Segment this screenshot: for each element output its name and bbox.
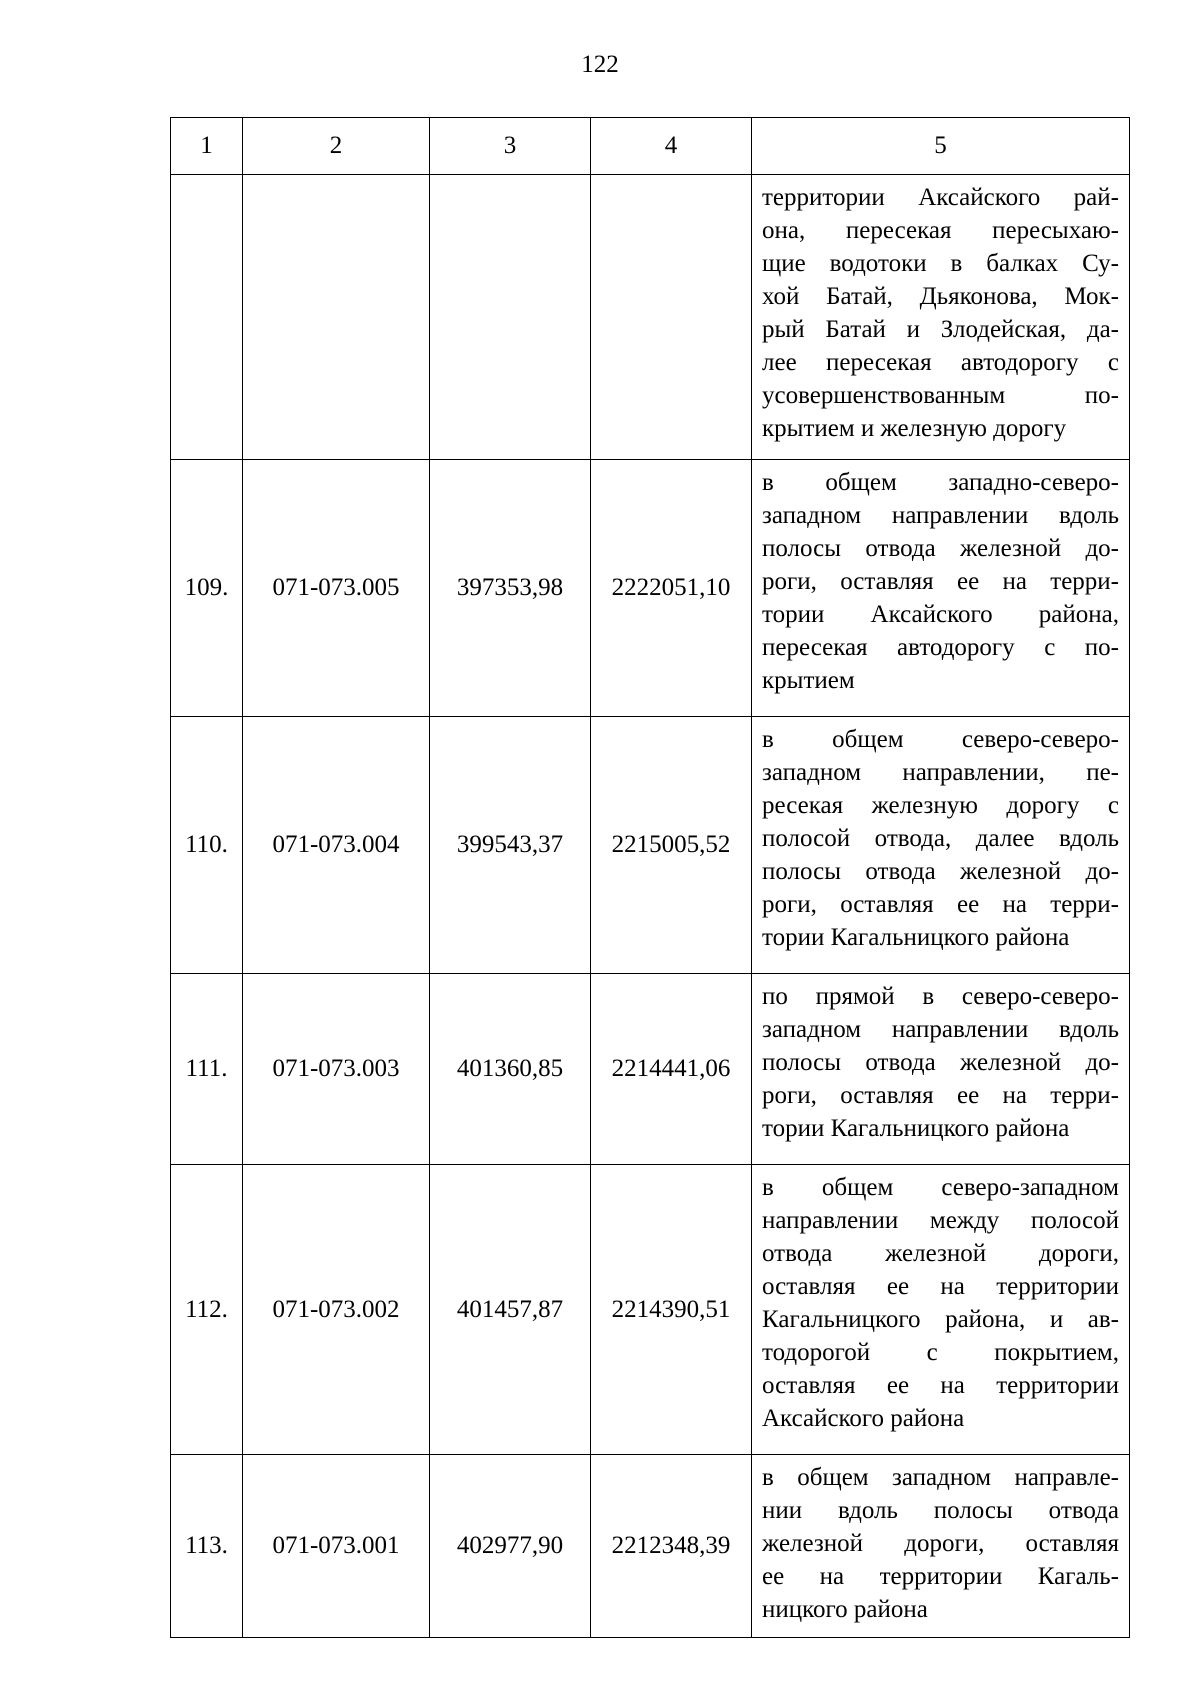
description-line: роги, оставляя ее на терри- [762, 568, 1119, 595]
header-row [171, 118, 1130, 175]
description-line: западном направлении вдоль [762, 502, 1119, 529]
header-cell-5: 5 [752, 118, 1130, 175]
description-line: полосы отвода железной до- [762, 535, 1119, 562]
description-cell [752, 1455, 1130, 1638]
description-line: Аксайского района [762, 1405, 965, 1432]
point-code-cell: 071-073.005 [243, 460, 430, 717]
description-line: в общем западном направле- [762, 1464, 1119, 1491]
header-cell-1: 1 [171, 118, 243, 175]
description-line: тории Кагальницкого района [762, 924, 1070, 951]
row-number-cell: 110. [171, 717, 243, 974]
y-coordinate-cell [591, 175, 752, 460]
header-cell-4: 4 [591, 118, 752, 175]
table-row [171, 974, 1130, 1165]
header-cell-3: 3 [430, 118, 591, 175]
description-line: ее на территории Кагаль- [762, 1563, 1119, 1590]
point-code-cell [243, 175, 430, 460]
description-line: территории Аксайского рай- [762, 184, 1119, 211]
description-line: рый Батай и Злодейская, да- [762, 316, 1119, 343]
description-cell [752, 1165, 1130, 1455]
table-row [171, 1455, 1130, 1638]
description-line: тории Аксайского района, [762, 601, 1119, 628]
point-code-cell: 071-073.004 [243, 717, 430, 974]
row-number-cell: 112. [171, 1165, 243, 1455]
description-line: крытием [762, 667, 855, 694]
boundary-table [170, 117, 1130, 1638]
description-line: в общем северо-западном [762, 1174, 1119, 1201]
table-row [171, 717, 1130, 974]
x-coordinate-cell: 399543,37 [430, 717, 591, 974]
row-number-cell: 113. [171, 1455, 243, 1638]
table-row [171, 460, 1130, 717]
description-line: лее пересекая автодорогу с [762, 349, 1119, 376]
x-coordinate-cell: 397353,98 [430, 460, 591, 717]
description-line: пересекая автодорогу с по- [762, 634, 1119, 661]
description-line: тодорогой с покрытием, [762, 1339, 1119, 1366]
table-row [171, 1165, 1130, 1455]
x-coordinate-cell: 402977,90 [430, 1455, 591, 1638]
y-coordinate-cell: 2215005,52 [591, 717, 752, 974]
description-cell [752, 460, 1130, 717]
description-cell [752, 974, 1130, 1165]
description-line: отвода железной дороги, [762, 1240, 1119, 1267]
description-line: она, пересекая пересыхаю- [762, 217, 1119, 244]
description-line: тории Кагальницкого района [762, 1115, 1070, 1142]
description-line: по прямой в северо-северо- [762, 983, 1119, 1010]
description-line: в общем западно-северо- [762, 469, 1119, 496]
description-line: железной дороги, оставляя [762, 1530, 1119, 1557]
description-line: Кагальницкого района, и ав- [762, 1306, 1119, 1333]
description-line: хой Батай, Дьяконова, Мок- [762, 283, 1119, 310]
description-line: полосой отвода, далее вдоль [762, 825, 1119, 852]
row-number-cell: 111. [171, 974, 243, 1165]
description-line: усовершенствованным по- [762, 382, 1119, 409]
point-code-cell: 071-073.003 [243, 974, 430, 1165]
description-line: роги, оставляя ее на терри- [762, 1082, 1119, 1109]
y-coordinate-cell: 2214441,06 [591, 974, 752, 1165]
header-cell-2: 2 [243, 118, 430, 175]
description-line: оставляя ее на территории [762, 1273, 1119, 1300]
description-line: западном направлении, пе- [762, 759, 1119, 786]
description-line: полосы отвода железной до- [762, 1049, 1119, 1076]
row-number-cell: 109. [171, 460, 243, 717]
table-header [171, 118, 1130, 175]
description-line: оставляя ее на территории [762, 1372, 1119, 1399]
x-coordinate-cell: 401457,87 [430, 1165, 591, 1455]
y-coordinate-cell: 2214390,51 [591, 1165, 752, 1455]
description-line: щие водотоки в балках Су- [762, 250, 1119, 277]
description-cell [752, 717, 1130, 974]
x-coordinate-cell: 401360,85 [430, 974, 591, 1165]
description-line: западном направлении вдоль [762, 1016, 1119, 1043]
description-line: в общем северо-северо- [762, 726, 1119, 753]
description-cell [752, 175, 1130, 460]
description-line: нии вдоль полосы отвода [762, 1497, 1119, 1524]
row-number-cell [171, 175, 243, 460]
page-number: 122 [581, 51, 619, 78]
description-line: роги, оставляя ее на терри- [762, 891, 1119, 918]
description-line: направлении между полосой [762, 1207, 1119, 1234]
description-line: полосы отвода железной до- [762, 858, 1119, 885]
continuation-row [171, 175, 1130, 460]
description-line: ницкого района [762, 1596, 928, 1623]
point-code-cell: 071-073.002 [243, 1165, 430, 1455]
description-line: ресекая железную дорогу с [762, 792, 1119, 819]
description-line: крытием и железную дорогу [762, 415, 1067, 442]
x-coordinate-cell [430, 175, 591, 460]
y-coordinate-cell: 2212348,39 [591, 1455, 752, 1638]
y-coordinate-cell: 2222051,10 [591, 460, 752, 717]
point-code-cell: 071-073.001 [243, 1455, 430, 1638]
